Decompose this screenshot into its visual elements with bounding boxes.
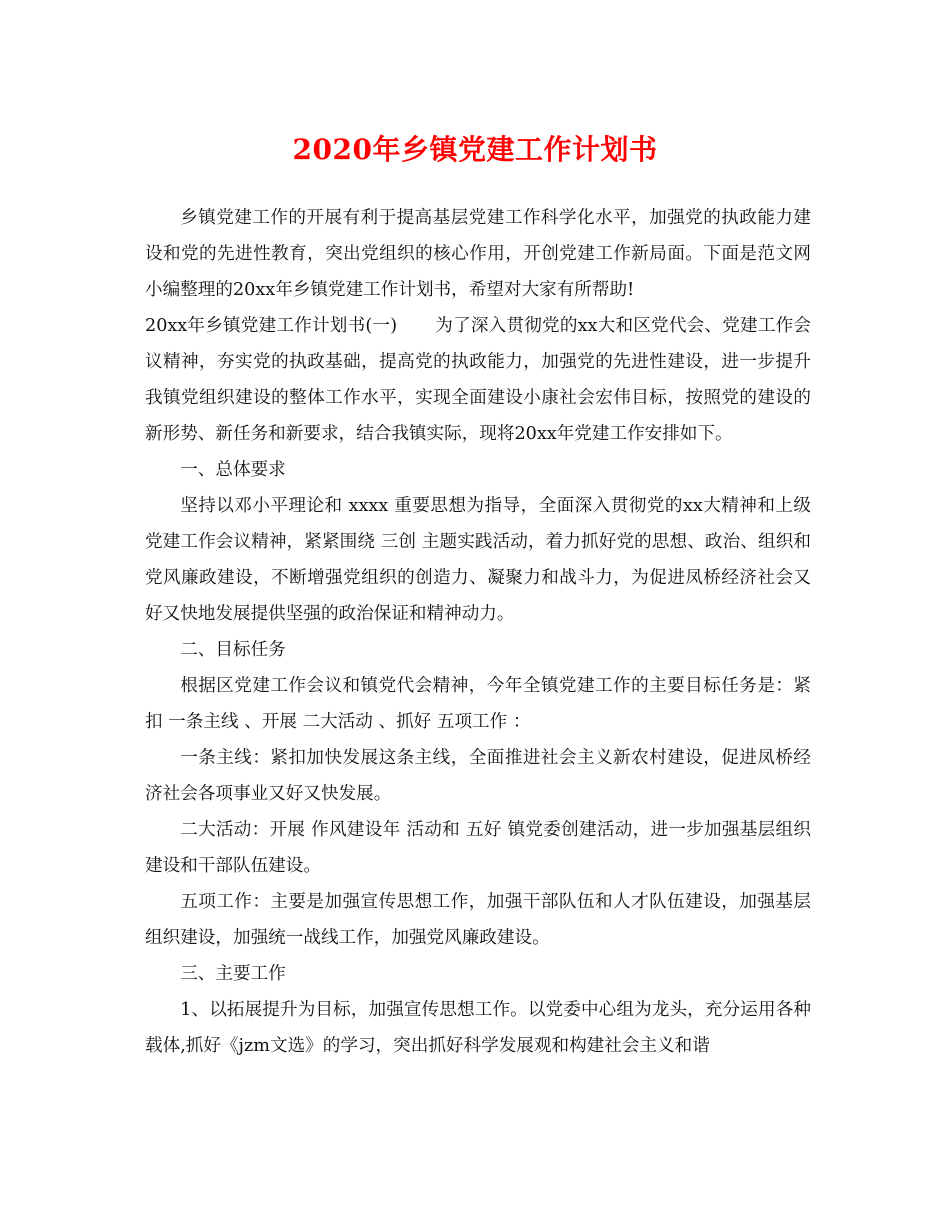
main-line-paragraph: 一条主线：紧扣加快发展这条主线，全面推进社会主义新农村建设，促进凤桥经济社会各项事业又好又快发展。	[145, 748, 811, 804]
document-title: 2020年乡镇党建工作计划书	[292, 133, 658, 166]
section-label: 20xx年乡镇党建工作计划书(一)	[145, 316, 398, 336]
general-requirements-paragraph: 坚持以邓小平理论和 xxxx 重要思想为指导，全面深入贯彻党的xx大精神和上级党建工作会议精神，紧紧围绕 三创 主题实践活动，着力抓好党的思想、政治、组织和党风廉政建设，不断增强党组织的创造力、凝聚力和战斗力，为促进凤桥经济社会又好又快地发展提供坚强的政治保证和精神动力。	[145, 496, 811, 624]
section-intro-text: 为了深入贯彻党的xx大和区党代会、党建工作会议精神，夯实党的执政基础，提高党的执政能力，加强党的先进性建设，进一步提升我镇党组织建设的整体工作水平，实现全面建设小康社会宏伟目标，按照党的建设的新形势、新任务和新要求，结合我镇实际，现将20xx年党建工作安排如下。	[145, 316, 811, 444]
two-activities-paragraph: 二大活动：开展 作风建设年 活动和 五好 镇党委创建活动，进一步加强基层组织建设和干部队伍建设。	[145, 820, 811, 876]
document-body	[145, 200, 811, 1064]
intro-paragraph: 乡镇党建工作的开展有利于提高基层党建工作科学化水平，加强党的执政能力建设和党的先进性教育，突出党组织的核心作用，开创党建工作新局面。下面是范文网小编整理的20xx年乡镇党建工作计划书，希望对大家有所帮助!	[145, 208, 811, 300]
heading-goals-tasks: 二、目标任务	[180, 640, 286, 660]
heading-general-requirements: 一、总体要求	[180, 460, 286, 480]
section-intro-paragraph	[145, 308, 811, 452]
heading-main-work: 三、主要工作	[180, 964, 286, 984]
main-work-paragraph-1: 1、以拓展提升为目标，加强宣传思想工作。以党委中心组为龙头，充分运用各种载体,抓好《jzm文选》的学习，突出抓好科学发展观和构建社会主义和谐	[145, 1000, 811, 1056]
five-tasks-paragraph: 五项工作：主要是加强宣传思想工作，加强干部队伍和人才队伍建设，加强基层组织建设，加强统一战线工作，加强党风廉政建设。	[145, 892, 811, 948]
goals-tasks-paragraph: 根据区党建工作会议和镇党代会精神，今年全镇党建工作的主要目标任务是：紧扣 一条主线 、开展 二大活动 、抓好 五项工作 ：	[145, 676, 811, 732]
